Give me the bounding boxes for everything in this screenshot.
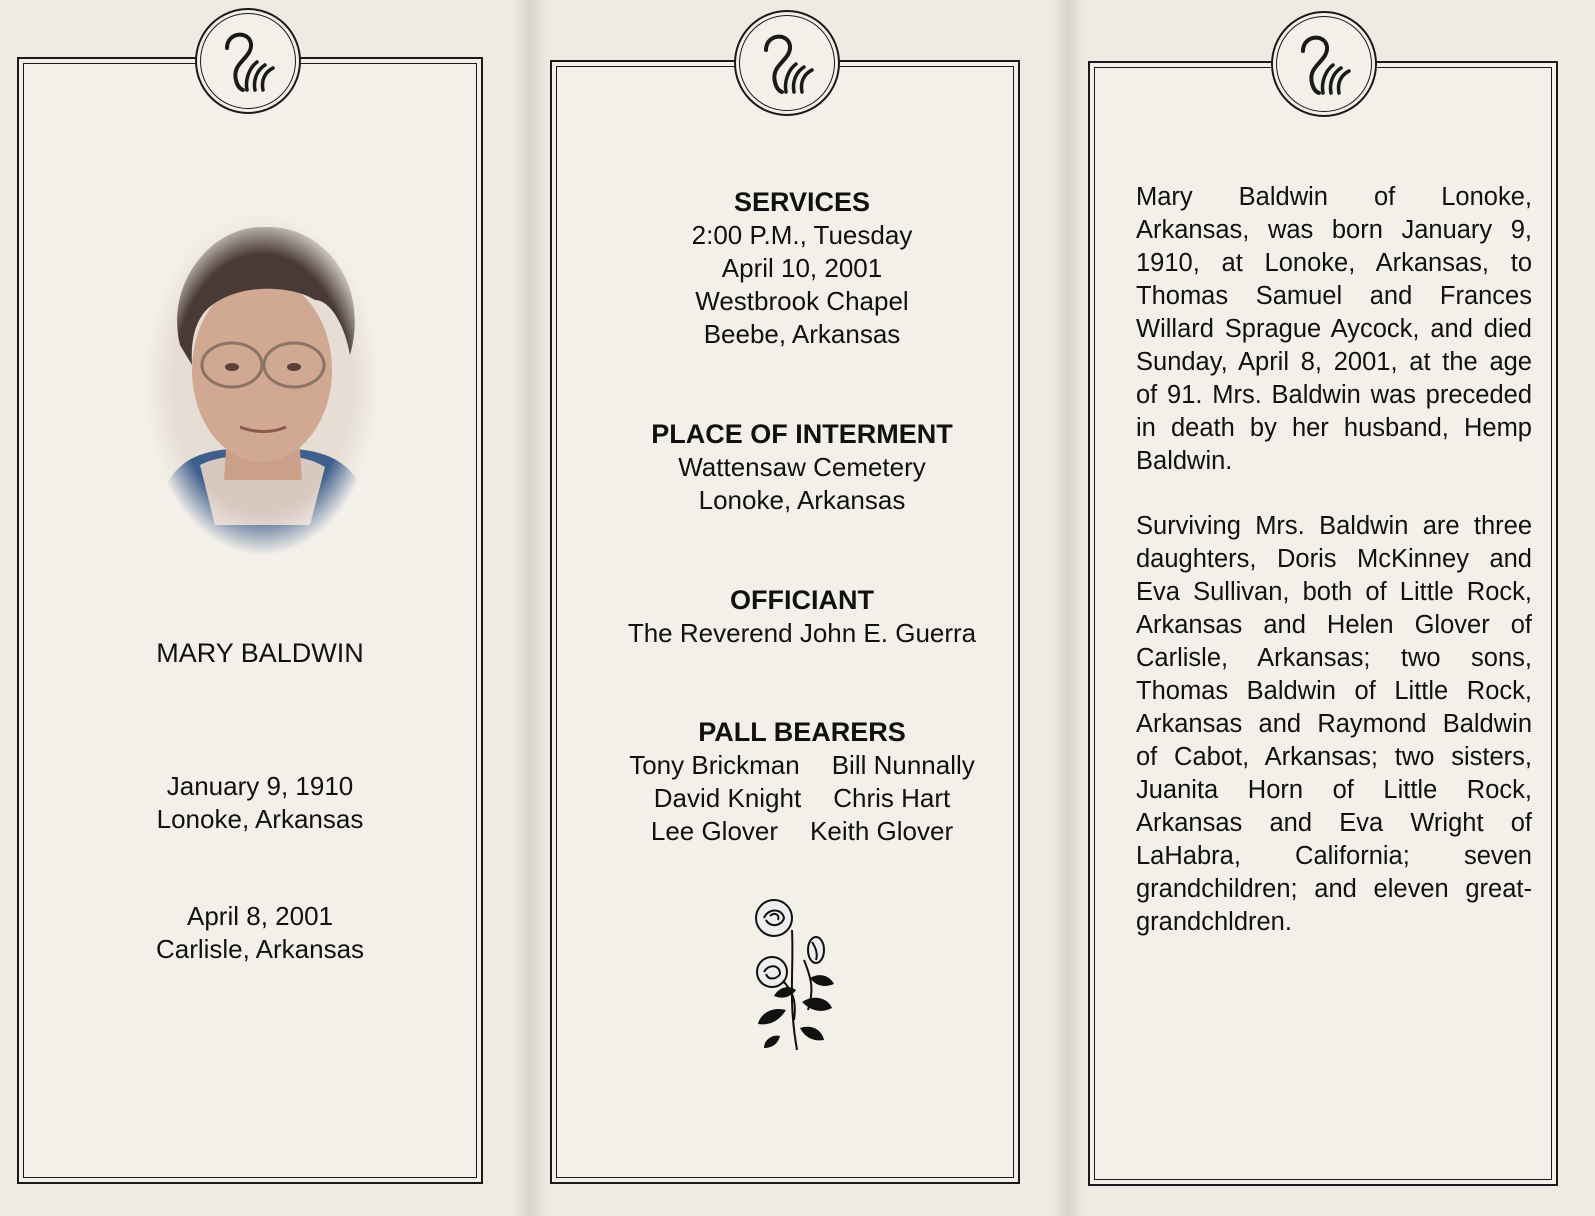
interment-section — [552, 418, 1052, 517]
officiant-name: The Reverend John E. Guerra — [627, 618, 977, 648]
services-line: Westbrook Chapel — [695, 286, 909, 316]
birth-place: Lonoke, Arkansas — [156, 804, 364, 834]
pall-bearer: David Knight — [653, 783, 802, 813]
obituary-paragraph: Mary Baldwin of Lonoke, Arkansas, was born January 9, 1910, at Lonoke, Arkansas, to Thomas Samuel and Frances Willard Sprague Aycock, and died Sunday, April 8, 2001, at the age of 91. Mrs. Baldwin was preceded in death by her husband, Hemp Baldwin. — [1136, 183, 1532, 475]
birth-date: January 9, 1910 — [166, 771, 354, 801]
officiant-section — [552, 584, 1052, 650]
rose-icon — [742, 890, 842, 1055]
pall-bearer: Lee Glover — [650, 816, 779, 846]
death-date: April 8, 2001 — [187, 901, 333, 931]
services-heading: SERVICES — [733, 187, 871, 217]
obituary-text — [1136, 181, 1532, 971]
services-section — [552, 186, 1052, 351]
pall-bearer: Chris Hart — [833, 783, 951, 813]
services-line: Beebe, Arkansas — [703, 319, 901, 349]
pall-bearers-row — [552, 815, 1052, 848]
services-line: 2:00 P.M., Tuesday — [691, 220, 913, 250]
wave-emblem-icon — [1271, 11, 1377, 117]
pall-bearer: Tony Brickman — [629, 750, 800, 780]
deceased-name — [17, 637, 503, 670]
pall-bearer: Bill Nunnally — [831, 750, 975, 780]
deceased-name-text: MARY BALDWIN — [156, 638, 364, 668]
interment-line: Wattensaw Cemetery — [678, 452, 926, 482]
fold-line-left — [512, 0, 548, 1216]
services-line: April 10, 2001 — [721, 253, 883, 283]
interment-line: Lonoke, Arkansas — [698, 485, 906, 515]
interment-heading: PLACE OF INTERMENT — [651, 419, 953, 449]
officiant-heading: OFFICIANT — [730, 585, 874, 615]
obituary-paragraph: Surviving Mrs. Baldwin are three daughters, Doris McKinney and Eva Sullivan, both of Little Rock, Arkansas and Helen Glover of Carlisle, Arkansas; two sons, Thomas Baldwin of Little Rock, Arkansas and Raymond Baldwin of Cabot, Arkansas; two sisters, Juanita Horn of Little Rock, Arkansas and Eva Wright of LaHabra, California; seven grandchildren; and eleven great-grandchldren. — [1136, 512, 1532, 936]
birth-info — [17, 770, 503, 836]
wave-emblem-icon — [195, 8, 301, 114]
pall-bearers-section — [552, 716, 1052, 848]
death-place: Carlisle, Arkansas — [155, 934, 365, 964]
pall-bearers-heading: PALL BEARERS — [698, 717, 906, 747]
fold-line-right — [1050, 0, 1086, 1216]
pall-bearers-row — [552, 782, 1052, 815]
portrait-photo — [140, 205, 385, 560]
death-info — [17, 900, 503, 966]
pall-bearers-row — [552, 749, 1052, 782]
pall-bearer: Keith Glover — [810, 816, 954, 846]
wave-emblem-icon — [734, 10, 840, 116]
